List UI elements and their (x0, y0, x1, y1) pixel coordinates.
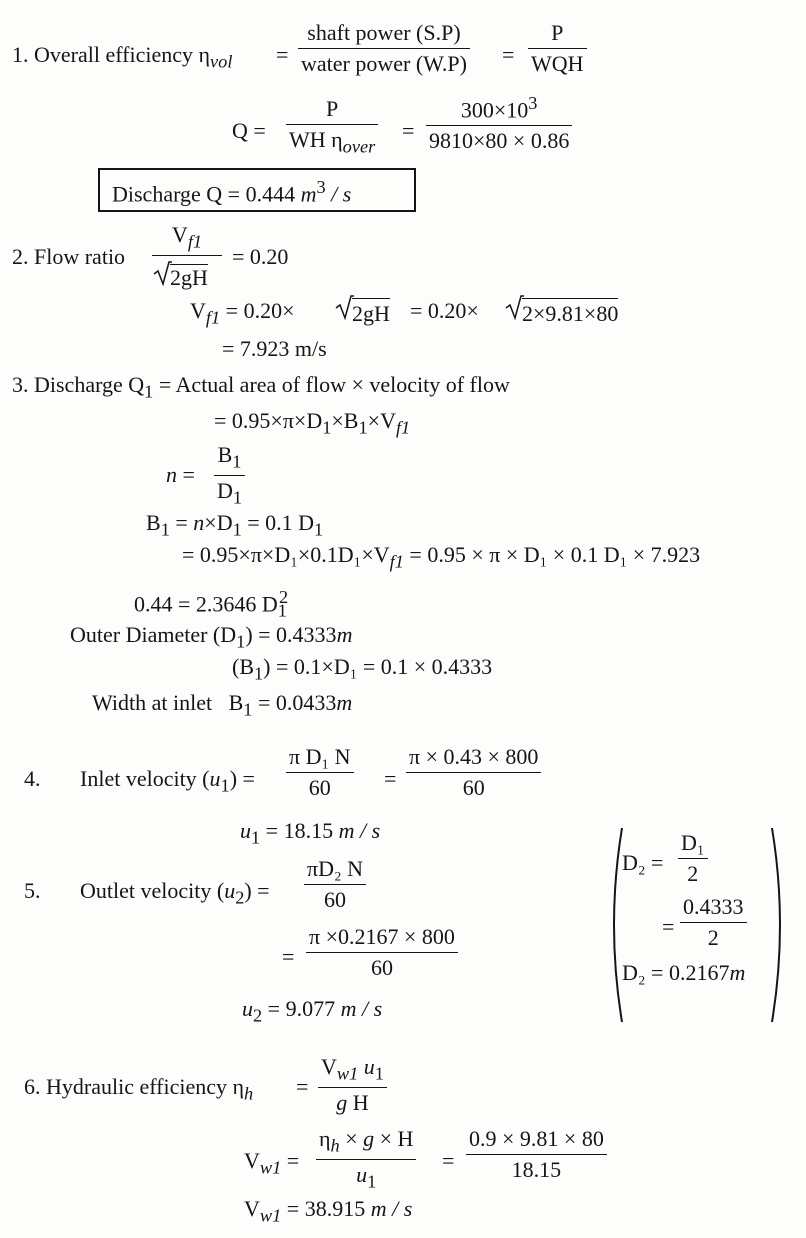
vw1-result: $V_{w1} = 38.915$ m / s (244, 1196, 413, 1226)
discharge-result: Discharge Q = 0.444 $m^3$ / s (112, 177, 352, 207)
sqrt-symbol: 2gH (154, 258, 218, 288)
step-4-number: 4. (24, 766, 41, 791)
equals-sign: = (384, 766, 397, 791)
vw1-lhs: $V_{w1}$ = (244, 1148, 300, 1178)
outlet-velocity-result: $u_2 = 9.077$ m / s (242, 996, 383, 1026)
d1-squared-equation: 0.44 = 2.3646 $D_1^2$ (134, 587, 289, 621)
width-at-inlet-result: Width at inlet $B_1 = 0.0433m$ (92, 690, 353, 720)
inlet-velocity-formula: $\frac{\text{π D₁ N}}{60}$ (286, 746, 354, 799)
shaft-over-water-power-fraction: shaft power (S.P) water power (W.P) (298, 22, 470, 75)
vf1-lhs: $V_{f1} = 0.20\times$ (190, 298, 295, 328)
sqrt-numeric: 2×9.81×80 (506, 292, 646, 322)
equals-sign: = (402, 118, 415, 143)
outlet-velocity-formula: $\frac{\text{πD₂ N}}{60}$ (304, 858, 366, 911)
equals-sign: = (502, 42, 515, 67)
sqrt-2gh: 2gH (336, 292, 404, 322)
discharge-q1-expansion: = $0.95\times\pi\times D_1\times B_1\times V_{f1}$ (214, 408, 411, 438)
outer-diameter-result: Outer Diameter $(D_1) = 0.4333m$ (70, 622, 353, 652)
q-lhs: Q = (232, 118, 266, 143)
overall-efficiency-label: 1. Overall efficiency $\eta_{vol}$ (12, 42, 233, 72)
n-fraction: $\frac{B_1}{D_1}$ (214, 444, 245, 506)
b1-long-expression: = $0.95\times\pi\times D_1\times 0.1D_1\times V_{f1} = 0.95 \times \pi \times D_1 \times 0.1$ D₁ × 7.923 (182, 542, 701, 572)
equals-sign: = (282, 944, 295, 969)
outlet-velocity-numeric: $\frac{\pi \times 0.2167 \times 800}{60}$ (306, 926, 458, 979)
side-d2-result: D₂ = 0.2167m (622, 960, 746, 985)
outlet-velocity-label: Outlet velocity $(u_2)$ = (80, 878, 270, 908)
vf1-mid: = 0.20× (410, 298, 479, 323)
inlet-velocity-label: Inlet velocity $(u_1)$ = (80, 766, 255, 796)
equals-sign: = (662, 914, 675, 939)
hydraulic-efficiency-label: 6. Hydraulic efficiency $\eta_h$ (24, 1074, 254, 1104)
hydraulic-efficiency-formula: $\frac{V_{w1} u_1}{\text{g H}}$ (318, 1056, 387, 1114)
inlet-velocity-numeric: $\frac{\pi \times 0.43 \times 800}{60}$ (406, 746, 541, 799)
q-fraction: P WH $\eta_{over}$ (286, 98, 378, 156)
inlet-velocity-result: $u_1 = 18.15$ m / s (240, 818, 381, 848)
equals-sign: = (442, 1148, 455, 1173)
discharge-q1-line: 3. Discharge $Q_1$ = Actual area of flow × velocity of flow (12, 372, 510, 402)
flow-ratio-fraction: $\frac{V_{f1}}{2gH}$ (152, 224, 222, 286)
b1-calculation: $(B_1) = 0.1\times D_1 = 0.1 \times 0.4333$ (232, 654, 493, 684)
equals-sign: = (296, 1074, 309, 1099)
side-d2-lhs: D₂ = (622, 850, 664, 875)
vw1-formula: $\frac{\eta_h \times g \times H}{u_1}$ (316, 1128, 416, 1190)
q-numeric-fraction: $\frac{300\times 10^3}{9810\times 80 \times 0.86}$ (426, 94, 572, 152)
vw1-numeric: $\frac{0.9 \times 9.81 \times 80}{18.15}$ (466, 1128, 607, 1181)
p-over-wqh-fraction: P WQH (528, 22, 587, 75)
step-5-number: 5. (24, 878, 41, 903)
b1-definition: $B_1 = n\times D_1 = 0.1$ $D_1$ (146, 510, 324, 540)
n-lhs: n = (166, 462, 195, 487)
flow-ratio-label: 2. Flow ratio (12, 244, 126, 269)
vf1-result: = 7.923 m/s (222, 336, 327, 361)
side-numeric-fraction: $\frac{0.4333}{2}$ (680, 896, 747, 949)
equals-sign: = (276, 42, 289, 67)
flow-ratio-value: = 0.20 (232, 244, 289, 269)
side-d1-over-2: $\frac{\text{D₁}}{2}$ (678, 832, 708, 885)
